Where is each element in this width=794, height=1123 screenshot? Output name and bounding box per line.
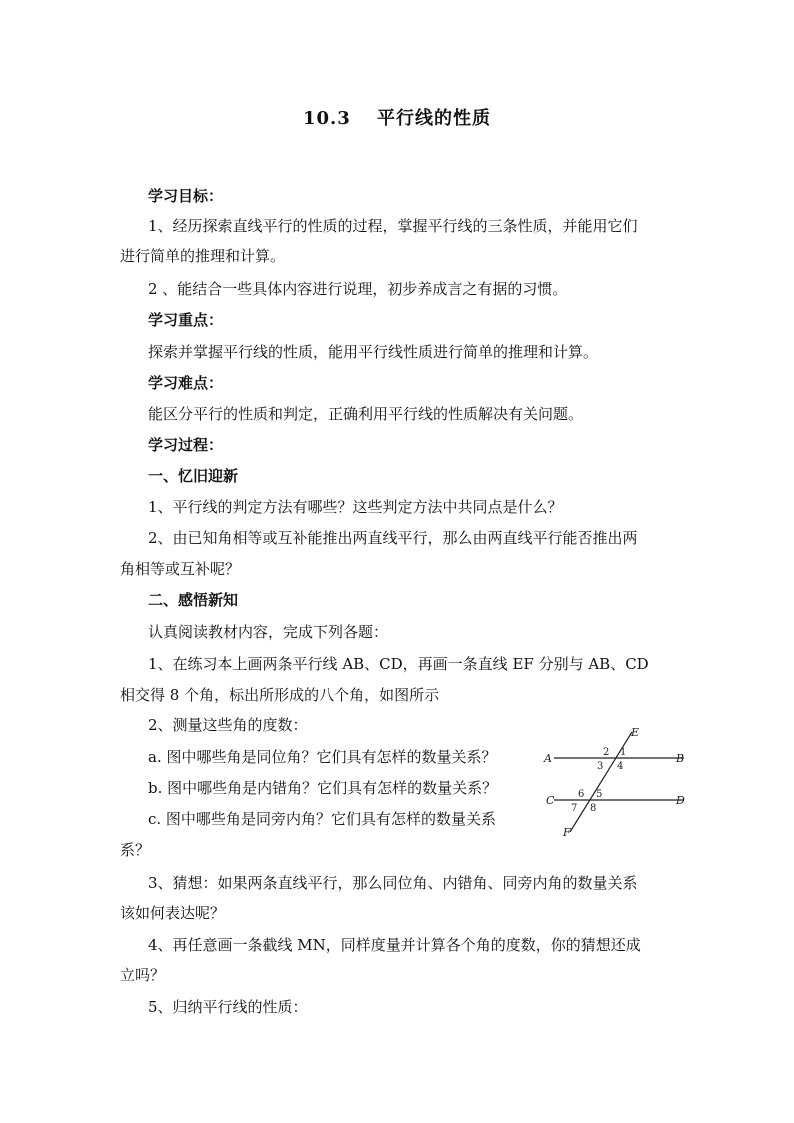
point-label-d: D [676, 794, 685, 807]
section-2-intro: 认真阅读教材内容，完成下列各题： [148, 623, 389, 641]
section-2-question-2c-continued: 系？ [120, 841, 151, 859]
process-heading: 学习过程： [148, 436, 224, 454]
section-2-question-1-continued: 相交得 8 个角，标出所形成的八个角，如图所示 [120, 686, 440, 704]
point-label-f: F [563, 826, 571, 838]
section-2-question-4-continued: 立吗？ [120, 966, 166, 984]
section-2-question-5: 5、归纳平行线的性质： [148, 998, 308, 1016]
section-2-question-4: 4、再任意画一条截线 MN，同样度量并计算各个角的度数，你的猜想还成 [148, 936, 641, 954]
section-1-question-1: 1、平行线的判定方法有哪些？这些判定方法中共同点是什么？ [148, 498, 563, 516]
angle-label-8: 8 [590, 803, 597, 814]
section-1-question-2: 2、由已知角相等或互补能推出两直线平行，那么由两直线平行能否推出两 [148, 529, 638, 547]
section-2-question-1: 1、在练习本上画两条平行线 AB、CD，再画一条直线 EF 分别与 AB、CD [148, 655, 649, 673]
angle-label-3: 3 [597, 761, 604, 772]
section-1-question-2-continued: 角相等或互补呢？ [120, 560, 241, 578]
angle-label-1: 1 [620, 747, 627, 758]
goal-item-1-continued: 进行简单的推理和计算。 [120, 247, 286, 265]
focus-text: 探索并掌握平行线的性质，能用平行线性质进行简单的推理和计算。 [148, 343, 599, 361]
goal-item-1: 1、经历探索直线平行的性质的过程，掌握平行线的三条性质，并能用它们 [148, 217, 638, 235]
angle-label-5: 5 [596, 789, 603, 800]
section-2-question-3-continued: 该如何表达呢？ [120, 904, 226, 922]
section-2-question-3: 3、猜想：如果两条直线平行，那么同位角、内错角、同旁内角的数量关系 [148, 874, 638, 892]
difficulty-heading: 学习难点： [148, 374, 224, 392]
point-label-c: C [546, 794, 555, 807]
goal-item-2: 2 、能结合一些具体内容进行说理，初步养成言之有据的习惯。 [148, 280, 568, 298]
point-label-b: B [676, 752, 685, 765]
section-2-question-2: 2、测量这些角的度数： [148, 716, 308, 734]
section-2-question-2a: a. 图中哪些角是同位角？它们具有怎样的数量关系？ [148, 748, 497, 766]
angle-label-2: 2 [603, 747, 610, 758]
point-label-a: A [544, 752, 552, 765]
angle-label-7: 7 [571, 803, 578, 814]
difficulty-text: 能区分平行的性质和判定，正确利用平行线的性质解决有关问题。 [148, 405, 584, 423]
angle-label-6: 6 [578, 789, 585, 800]
angle-label-4: 4 [617, 761, 624, 772]
section-2-question-2c: c. 图中哪些角是同旁内角？它们具有怎样的数量关系 [148, 810, 496, 828]
page-title: 10.3 平行线的性质 [302, 108, 492, 129]
parallel-lines-figure [540, 726, 690, 838]
focus-heading: 学习重点： [148, 311, 224, 329]
section-2-question-2b: b. 图中哪些角是内错角？它们具有怎样的数量关系？ [148, 779, 498, 797]
section-1-heading: 一、忆旧迎新 [148, 467, 239, 485]
point-label-e: E [631, 726, 640, 739]
section-2-heading: 二、感悟新知 [148, 591, 239, 609]
goal-heading: 学习目标： [148, 187, 224, 205]
